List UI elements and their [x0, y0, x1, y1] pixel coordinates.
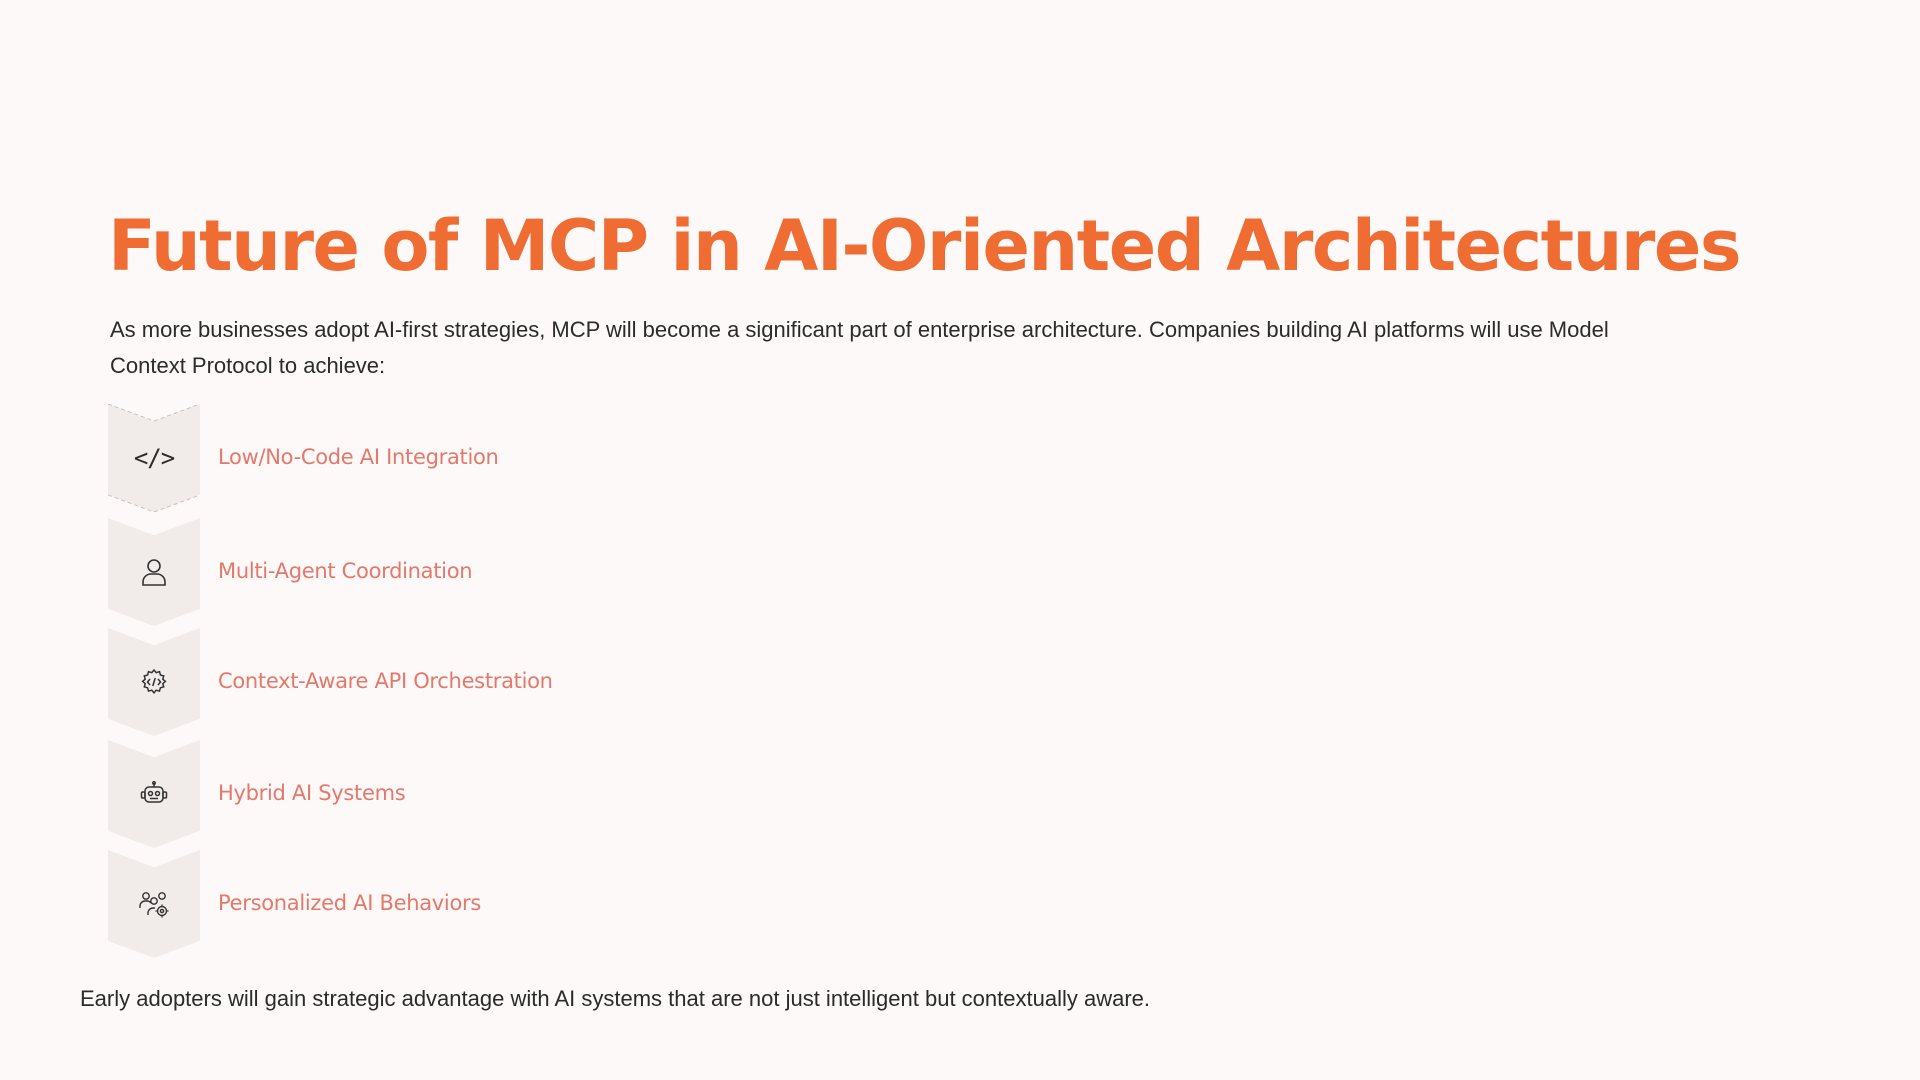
closing-statement: Early adopters will gain strategic advantage with AI systems that are not just intelligent but contextually aware.	[80, 986, 1151, 1011]
users-settings-icon	[134, 884, 174, 924]
step-label: Context-Aware API Orchestration	[218, 669, 553, 693]
robot-icon	[134, 774, 174, 814]
slide-title: Future of MCP in AI-Oriented Architectures	[108, 205, 1741, 287]
step-context-aware-api	[108, 628, 808, 736]
step-label: Personalized AI Behaviors	[218, 891, 481, 915]
gear-code-icon	[134, 662, 174, 702]
process-steps	[108, 404, 908, 964]
step-personalized-ai	[108, 850, 808, 958]
step-label: Multi-Agent Coordination	[218, 559, 473, 583]
intro-paragraph: As more businesses adopt AI-first strategies, MCP will become a significant part of enterprise architecture. Companies building AI platforms will use Model Context Protocol to achieve:	[110, 317, 1609, 378]
user-icon	[134, 552, 174, 592]
step-label: Low/No-Code AI Integration	[218, 445, 499, 469]
code-icon: </>	[133, 444, 175, 472]
step-label: Hybrid AI Systems	[218, 781, 406, 805]
step-low-no-code	[108, 404, 808, 512]
step-hybrid-ai	[108, 740, 808, 848]
step-multi-agent	[108, 518, 808, 626]
